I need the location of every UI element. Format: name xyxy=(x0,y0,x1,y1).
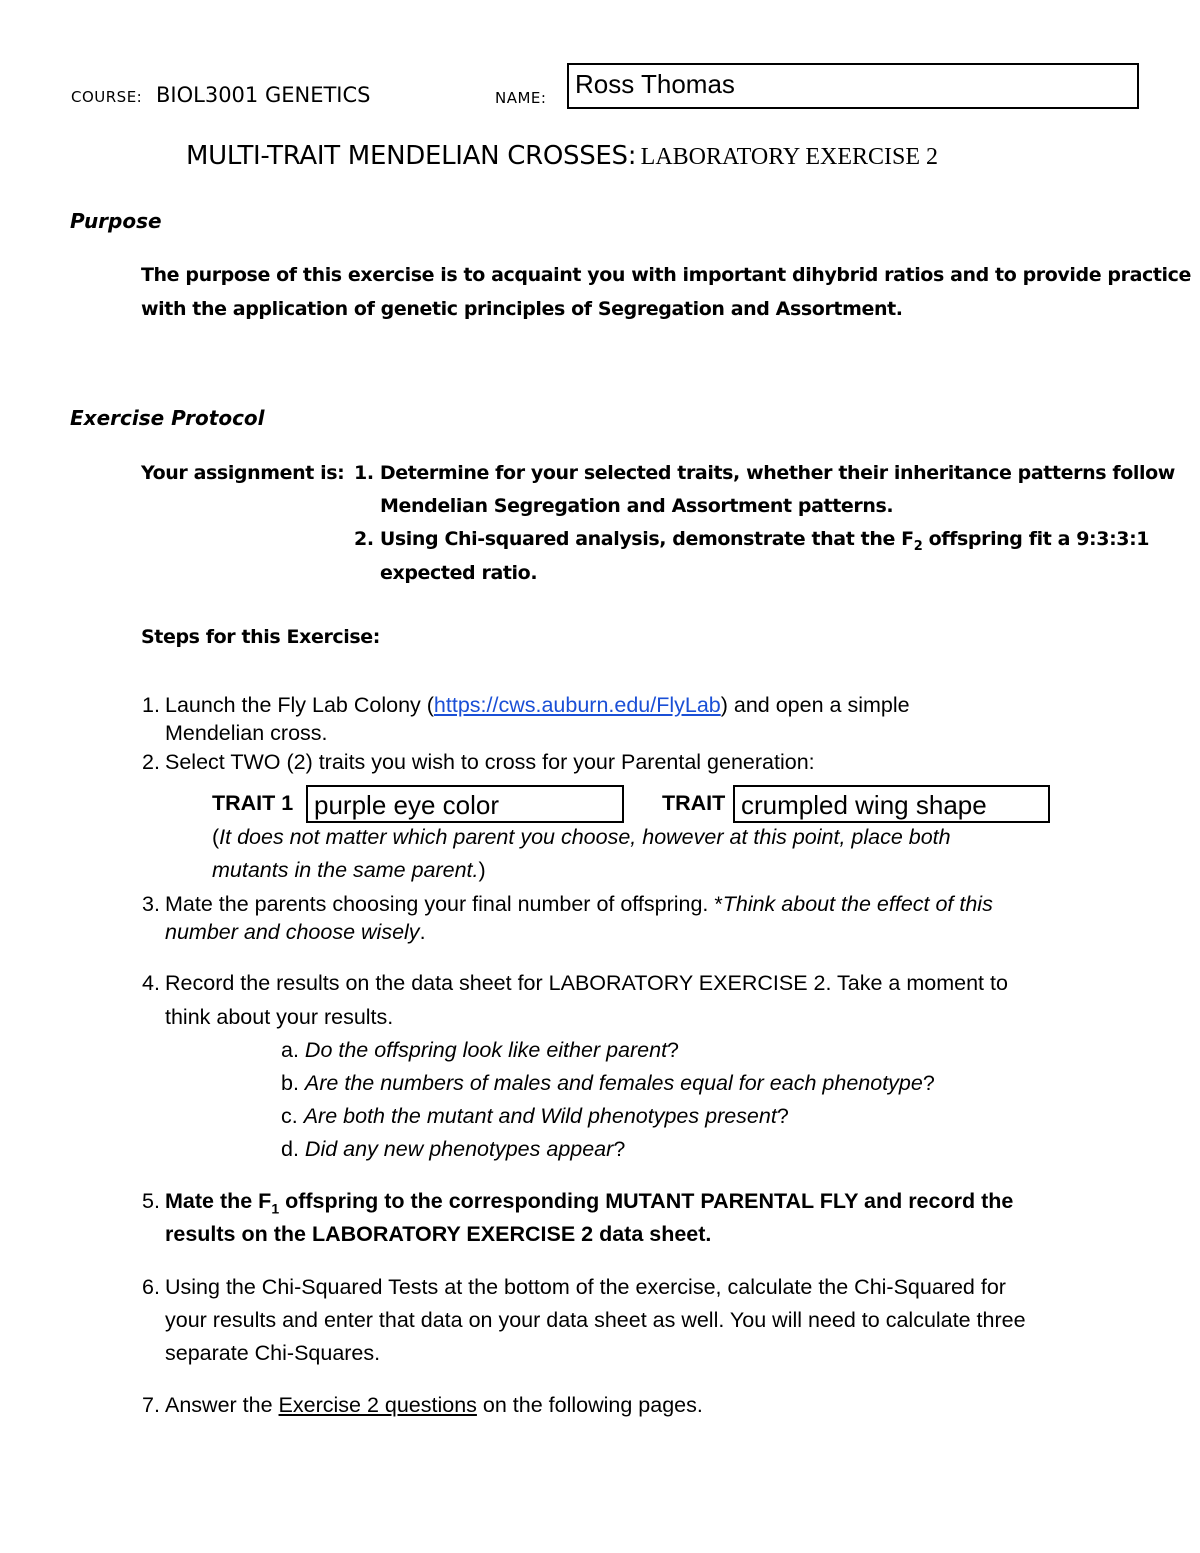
f2-subscript: 2 xyxy=(913,538,923,554)
assignment-item-1-line-1: 1. Determine for your selected traits, whether their inheritance patterns follow xyxy=(354,462,1175,484)
page-title xyxy=(186,141,938,171)
course-value: BIOL3001 GENETICS xyxy=(156,83,371,107)
question-a: a. Do the offspring look like either parent? xyxy=(281,1038,680,1062)
trait-note-line-1: (It does not matter which parent you choose, however at this point, place both xyxy=(212,825,951,849)
course-label: COURSE: xyxy=(71,88,143,106)
step-1-number: 1. xyxy=(142,693,160,717)
step-5-line-2: results on the LABORATORY EXERCISE 2 data sheet. xyxy=(165,1222,712,1246)
question-d: d. Did any new phenotypes appear? xyxy=(281,1137,626,1161)
trait-note-line-2: mutants in the same parent.) xyxy=(212,858,486,882)
step-5-number: 5. xyxy=(142,1189,160,1213)
trait-1-field[interactable]: purple eye color xyxy=(306,785,624,823)
steps-heading: Steps for this Exercise: xyxy=(141,626,380,648)
step-6-number: 6. xyxy=(142,1275,160,1299)
trait-2-label: TRAIT xyxy=(662,791,726,815)
assignment-item-1-line-2: Mendelian Segregation and Assortment patterns. xyxy=(380,495,894,517)
step-6-line-3: separate Chi-Squares. xyxy=(165,1341,381,1365)
step-7-number: 7. xyxy=(142,1393,160,1417)
step-2-number: 2. xyxy=(142,750,160,774)
flylab-link[interactable]: https://cws.auburn.edu/FlyLab xyxy=(433,693,721,717)
f1-subscript: 1 xyxy=(271,1200,280,1217)
step-4-line-2: think about your results. xyxy=(165,1005,394,1029)
purpose-heading: Purpose xyxy=(70,209,162,233)
purpose-line-2: with the application of genetic principles of Segregation and Assortment. xyxy=(141,298,903,320)
question-b: b. Are the numbers of males and females equal for each phenotype? xyxy=(281,1071,935,1095)
step-4-line-1: Record the results on the data sheet for LABORATORY EXERCISE 2. Take a moment to xyxy=(165,971,1008,995)
step-6-line-2: your results and enter that data on your data sheet as well. You will need to calculate three xyxy=(165,1308,1026,1332)
step-5-line-1: Mate the $F_1$ offspring to the corresponding MUTANT PARENTAL FLY and record the xyxy=(165,1189,1014,1217)
step-3-line-2: number and choose wisely. xyxy=(165,920,426,944)
purpose-line-1: The purpose of this exercise is to acquaint you with important dihybrid ratios and to provide practice xyxy=(141,264,1192,286)
title-main: MULTI-TRAIT MENDELIAN CROSSES: xyxy=(186,141,637,171)
trait-1-label: TRAIT 1 xyxy=(212,791,294,815)
step-2-text: Select TWO (2) traits you wish to cross for your Parental generation: xyxy=(165,750,815,774)
step-1-line-1: Launch the Fly Lab Colony (https://cws.auburn.edu/FlyLab) and open a simple xyxy=(165,693,910,717)
step-3-line-1: Mate the parents choosing your final number of offspring. *Think about the effect of this xyxy=(165,892,993,916)
step-4-number: 4. xyxy=(142,971,160,995)
exercise-2-questions-link[interactable]: Exercise 2 questions xyxy=(278,1393,477,1417)
name-field[interactable]: Ross Thomas xyxy=(567,63,1139,109)
name-label: NAME: xyxy=(495,89,547,107)
assignment-item-2-line-1: 2. Using Chi-squared analysis, demonstrate that the $F_2$ offspring fit a 9:3:3:1 xyxy=(354,528,1150,554)
title-sub: LABORATORY EXERCISE 2 xyxy=(640,144,939,170)
assignment-item-2-line-2: expected ratio. xyxy=(380,562,538,584)
protocol-heading: Exercise Protocol xyxy=(70,406,265,430)
step-7-text: Answer the Exercise 2 questions on the following pages. xyxy=(165,1393,703,1417)
step-6-line-1: Using the Chi-Squared Tests at the bottom of the exercise, calculate the Chi-Squared for xyxy=(165,1275,1006,1299)
assignment-label: Your assignment is: xyxy=(141,462,345,484)
trait-2-field[interactable]: crumpled wing shape xyxy=(733,785,1050,823)
step-3-number: 3. xyxy=(142,892,160,916)
step-1-line-2: Mendelian cross. xyxy=(165,721,328,745)
question-c: c. Are both the mutant and Wild phenotypes present? xyxy=(281,1104,789,1128)
